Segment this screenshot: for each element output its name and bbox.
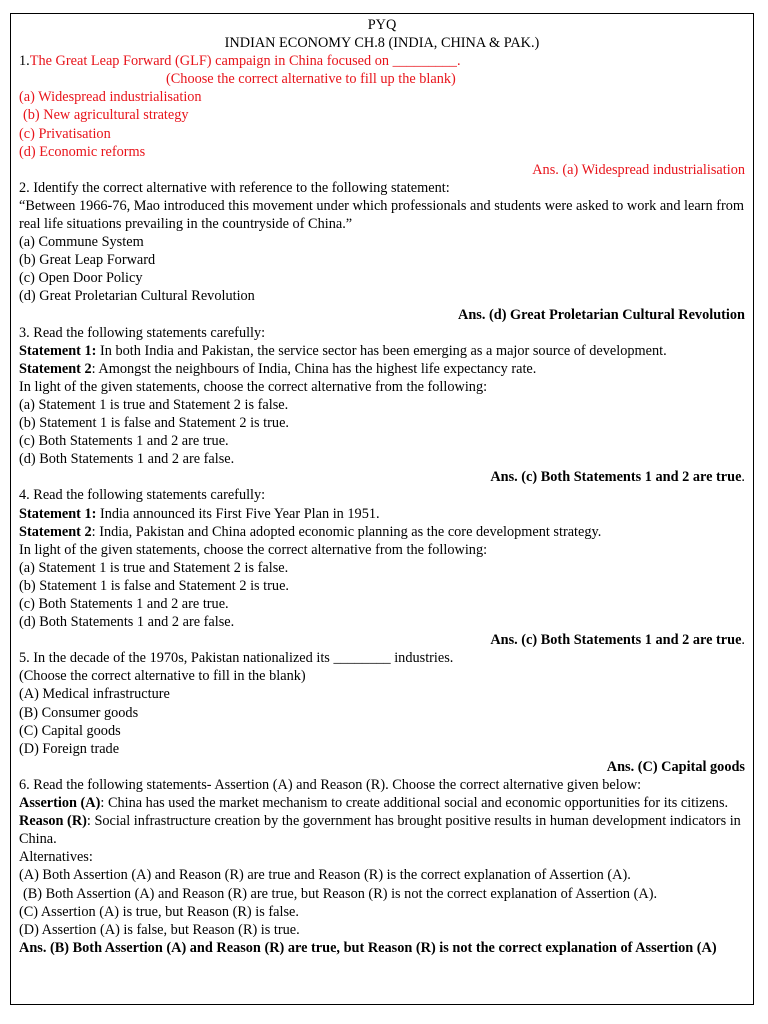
question-5-option-c: (C) Capital goods xyxy=(19,722,121,739)
question-1-text: The Great Leap Forward (GLF) campaign in China focused on _________. xyxy=(29,53,461,70)
question-2-text: 2. Identify the correct alternative with reference to the following statement: xyxy=(19,179,450,196)
question-1-number: 1. xyxy=(19,53,30,70)
question-1-answer: Ans. (a) Widespread industrialisation xyxy=(532,161,745,178)
question-2-quote: “Between 1966-76, Mao introduced this movement under which professionals and students were asked to work and learn from real life situations prevailing in the countryside of China.” xyxy=(19,197,744,233)
question-5-answer: Ans. (C) Capital goods xyxy=(606,758,745,775)
question-2-answer: Ans. (d) Great Proletarian Cultural Revolution xyxy=(458,306,745,323)
question-6-assertion: Assertion (A): China has used the market mechanism to create additional social and economic opportunities for its citizens. xyxy=(19,795,729,812)
question-3-text: 3. Read the following statements carefully: xyxy=(19,324,266,341)
question-4-text: 4. Read the following statements carefully: xyxy=(19,487,266,504)
question-5-option-d: (D) Foreign trade xyxy=(19,740,120,757)
document-body xyxy=(19,16,745,957)
question-6-text: 6. Read the following statements- Assertion (A) and Reason (R). Choose the correct alternative given below: xyxy=(19,776,642,793)
question-4-option-c: (c) Both Statements 1 and 2 are true. xyxy=(19,596,229,612)
question-3-statement-1: Statement 1: In both India and Pakistan, the service sector has been emerging as a major source of development. xyxy=(19,342,667,359)
question-6-option-a: (A) Both Assertion (A) and Reason (R) are true and Reason (R) is the correct explanation of Assertion (A). xyxy=(19,867,631,884)
question-5-option-a: (A) Medical infrastructure xyxy=(19,686,170,703)
question-3-option-b: (b) Statement 1 is false and Statement 2 is true. xyxy=(19,415,289,432)
question-2-option-a: (a) Commune System xyxy=(19,234,144,251)
question-6-option-c: (C) Assertion (A) is true, but Reason (R) is false. xyxy=(19,903,299,920)
question-2-option-c: (c) Open Door Policy xyxy=(19,270,143,287)
question-4-answer: Ans. (c) Both Statements 1 and 2 are true. xyxy=(490,632,745,649)
question-5-text: 5. In the decade of the 1970s, Pakistan nationalized its ________ industries. xyxy=(19,650,454,667)
question-3-statement-2: Statement 2: Amongst the neighbours of India, China has the highest life expectancy rate. xyxy=(19,360,537,377)
question-4-instruction: In light of the given statements, choose the correct alternative from the following: xyxy=(19,541,488,558)
question-1-option-d: (d) Economic reforms xyxy=(19,143,146,160)
page-subtitle: INDIAN ECONOMY CH.8 (INDIA, CHINA & PAK.) xyxy=(224,35,540,52)
question-3-answer: Ans. (c) Both Statements 1 and 2 are true. xyxy=(490,469,745,486)
question-4-statement-1: Statement 1: India announced its First Five Year Plan in 1951. xyxy=(19,505,380,522)
question-6-answer: Ans. (B) Both Assertion (A) and Reason (R) are true, but Reason (R) is not the correct explanation of Assertion (A) xyxy=(19,939,717,956)
question-5-instruction: (Choose the correct alternative to fill in the blank) xyxy=(19,668,306,685)
question-4-option-a: (a) Statement 1 is true and Statement 2 is false. xyxy=(19,559,289,576)
question-3-option-a: (a) Statement 1 is true and Statement 2 is false. xyxy=(19,396,289,413)
question-1 xyxy=(19,52,745,70)
question-1-option-c: (c) Privatisation xyxy=(19,125,111,142)
question-1-option-b: (b) New agricultural strategy xyxy=(23,107,189,124)
question-6-alternatives-label: Alternatives: xyxy=(19,849,93,866)
question-5-option-b: (B) Consumer goods xyxy=(19,704,139,721)
question-6-reason: Reason (R): Social infrastructure creation by the government has brought positive results in human development indicators in China. xyxy=(19,813,741,848)
question-4-option-d: (d) Both Statements 1 and 2 are false. xyxy=(19,614,235,631)
question-3-option-d: (d) Both Statements 1 and 2 are false. xyxy=(19,451,235,468)
question-2-option-d: (d) Great Proletarian Cultural Revolution xyxy=(19,288,255,305)
question-3-instruction: In light of the given statements, choose the correct alternative from the following: xyxy=(19,378,488,395)
page-title: PYQ xyxy=(367,17,397,33)
question-1-option-a: (a) Widespread industrialisation xyxy=(19,89,202,106)
question-4-statement-2: Statement 2: India, Pakistan and China adopted economic planning as the core development strategy. xyxy=(19,523,602,540)
question-3-option-c: (c) Both Statements 1 and 2 are true. xyxy=(19,433,229,450)
question-2-option-b: (b) Great Leap Forward xyxy=(19,252,156,269)
question-6-option-d: (D) Assertion (A) is false, but Reason (R) is true. xyxy=(19,921,300,938)
question-4-option-b: (b) Statement 1 is false and Statement 2 is true. xyxy=(19,577,289,594)
question-6-option-b: (B) Both Assertion (A) and Reason (R) are true, but Reason (R) is not the correct explanation of Assertion (A). xyxy=(23,885,658,902)
question-1-instruction: (Choose the correct alternative to fill up the blank) xyxy=(166,71,456,88)
